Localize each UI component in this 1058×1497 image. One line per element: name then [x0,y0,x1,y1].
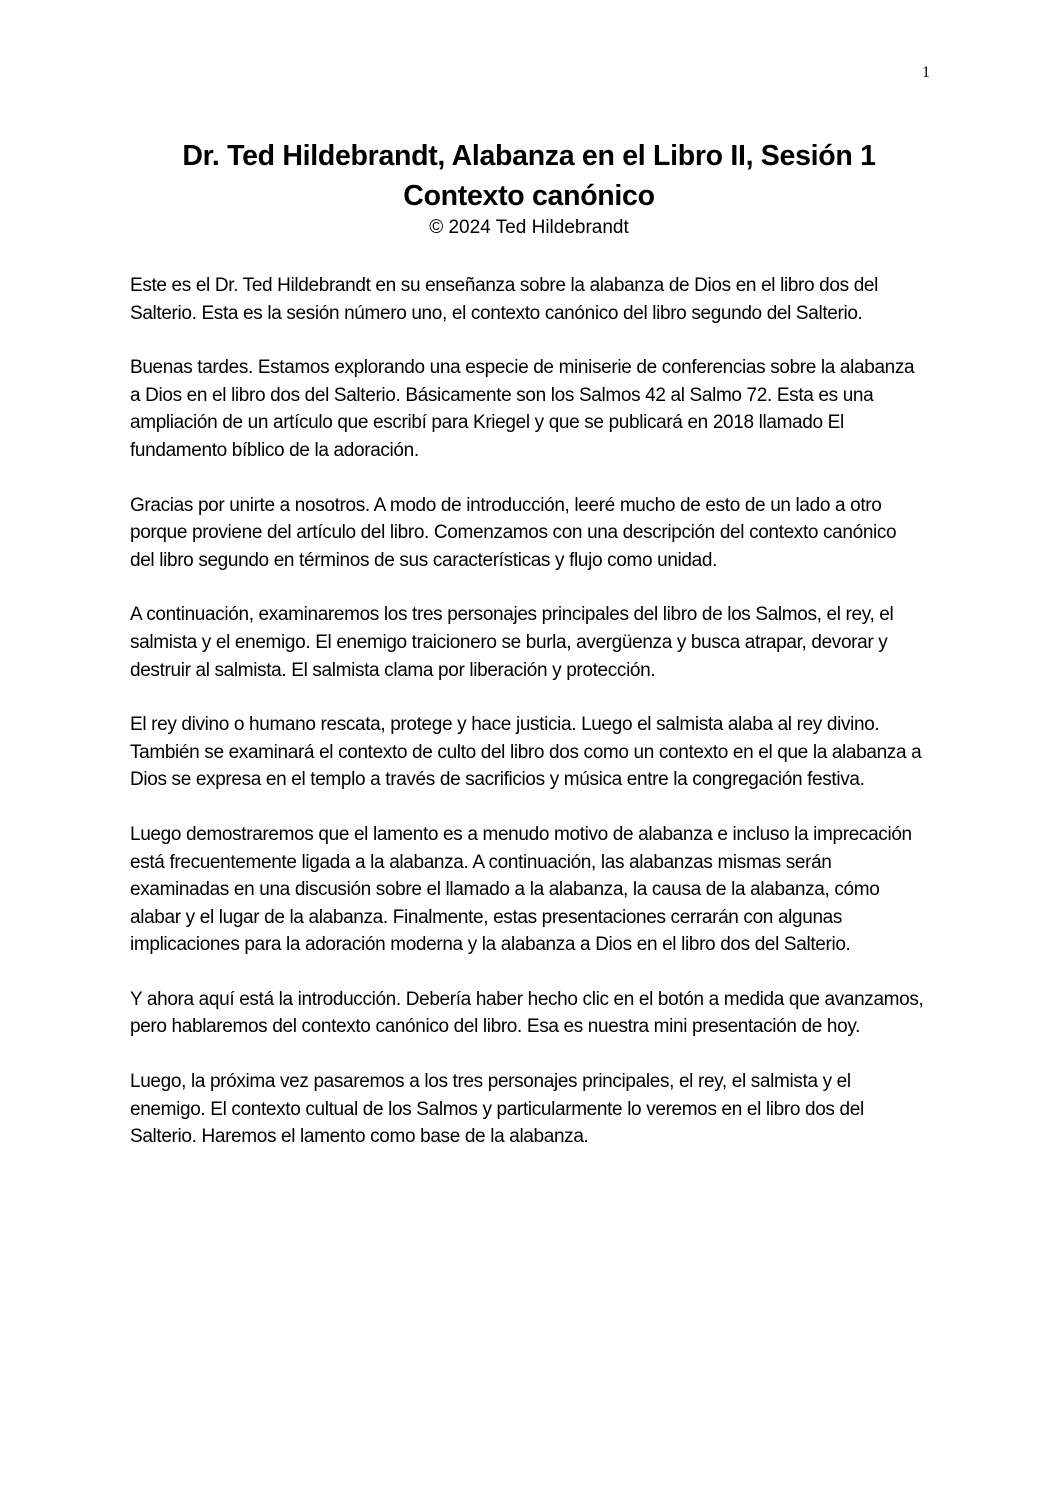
document-header [110,136,948,241]
title-line-1: Dr. Ted Hildebrandt, Alabanza en el Libro II, Sesión 1 [182,140,876,172]
paragraph-5: El rey divino o humano rescata, protege y hace justicia. Luego el salmista alaba al rey divino. También se examinará el contexto de culto del libro dos como un contexto en el que la alabanza a Dios se expresa en el templo a través de sacrificios y música entre la congregación festiva. [130,714,922,791]
paragraph-7: Y ahora aquí está la introducción. Debería haber hecho clic en el botón a medida que avanzamos, pero hablaremos del contexto canónico del libro. Esa es nuestra mini presentación de hoy. [130,988,924,1038]
document-body [130,272,925,1178]
paragraph-3: Gracias por unirte a nosotros. A modo de introducción, leeré mucho de esto de un lado a otro porque proviene del artículo del libro. Comenzamos con una descripción del contexto canónico del libro segundo en términos de sus características y flujo como unidad. [130,494,897,571]
title-line-2: Contexto canónico [403,180,655,212]
paragraph-4: A continuación, examinaremos los tres personajes principales del libro de los Salmos, el rey, el salmista y el enemigo. El enemigo traicionero se burla, avergüenza y busca atrapar, devorar y destruir al salmista. El salmista clama por liberación y protección. [130,604,894,681]
paragraph-1: Este es el Dr. Ted Hildebrandt en su enseñanza sobre la alabanza de Dios en el libro dos del Salterio. Esta es la sesión número uno, el contexto canónico del libro segundo del Salterio. [130,275,878,324]
paragraph-2: Buenas tardes. Estamos explorando una especie de miniserie de conferencias sobre la alabanza a Dios en el libro dos del Salterio. Básicamente son los Salmos 42 al Salmo 72. Esta es una ampliación de un artículo que escribí para Kriegel y que se publicará en 2018 llamado El fundamento bíblico de la adoración. [130,357,915,461]
paragraph-8: Luego, la próxima vez pasaremos a los tres personajes principales, el rey, el salmista y el enemigo. El contexto cultual de los Salmos y particularmente lo veremos en el libro dos del Salterio. Haremos el lamento como base de la alabanza. [130,1071,864,1148]
page-number: 1 [922,64,930,81]
paragraph-6: Luego demostraremos que el lamento es a menudo motivo de alabanza e incluso la imprecación está frecuentemente ligada a la alabanza. A continuación, las alabanzas mismas serán examinadas en una discusión sobre el llamado a la alabanza, la causa de la alabanza, cómo alabar y el lugar de la alabanza. Finalmente, estas presentaciones cerrarán con algunas implicaciones para la adoración moderna y la alabanza a Dios en el libro dos del Salterio. [130,823,912,956]
document-title [110,136,948,216]
copyright-notice: © 2024 Ted Hildebrandt [429,217,629,238]
